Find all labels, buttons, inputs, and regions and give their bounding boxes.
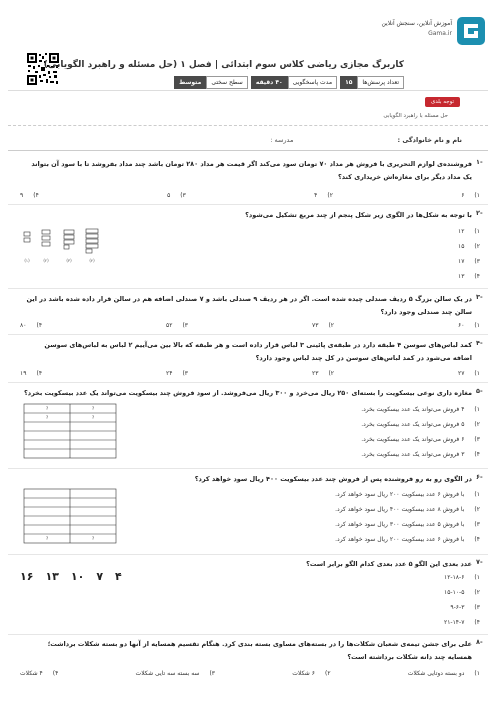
option-text: ۸۰ [20, 322, 27, 329]
svg-text:?: ? [45, 536, 49, 541]
chip-value: ۴۰ دقیقه [251, 76, 288, 89]
option-number: ۳) [474, 258, 480, 265]
chip-label: مدت پاسخگویی [288, 76, 337, 89]
option[interactable] [458, 322, 480, 329]
option-text: ۲۴ [166, 370, 173, 377]
profit-pattern-figure [22, 487, 118, 547]
number-sequence [20, 570, 122, 583]
option[interactable] [444, 585, 480, 600]
option[interactable] [312, 322, 334, 329]
option-text: ۱۲ [457, 228, 465, 235]
options-q6 [335, 487, 480, 547]
divider [8, 468, 488, 469]
svg-text:?: ? [91, 536, 95, 541]
chip-label: سطح سختی [206, 76, 247, 89]
worksheet-title: کاربرگ مجازی ریاضی کلاس سوم ابتدائی | فصل ۱ (حل مسئله و راهبرد الگویابی) [43, 60, 404, 70]
student-info [270, 136, 462, 144]
options-q7 [444, 570, 480, 630]
option[interactable] [458, 254, 480, 269]
option[interactable] [444, 615, 480, 630]
option[interactable] [335, 517, 480, 532]
option[interactable] [361, 447, 480, 462]
option-number: ۱) [474, 370, 480, 377]
option-text: ۶ فروش می‌تواند یک عدد بیسکویت بخرد. [361, 436, 465, 443]
chip-difficulty [174, 76, 248, 89]
options-q3 [20, 322, 480, 329]
question-number: ۱- [476, 158, 483, 166]
option-text: ۹-۶-۳ [450, 604, 465, 611]
chip-duration [251, 76, 337, 89]
option-number: ۴) [36, 322, 43, 329]
option-number: ۴) [474, 273, 480, 280]
question-4 [24, 339, 488, 365]
option-number: ۲) [474, 421, 480, 428]
option[interactable] [335, 502, 480, 517]
option-text: ۵۲ [166, 322, 173, 329]
option[interactable] [20, 370, 42, 377]
option-number: ۳) [180, 192, 186, 199]
option-number: ۳) [182, 370, 189, 377]
option-text: با فروش ۶ عدد بیسکویت ۲۰۰ ریال سود خواهد کرد. [335, 536, 465, 543]
option-text: با فروش ۵ عدد بیسکویت ۳۰۰ ریال سود خواهد کرد. [335, 521, 465, 528]
option[interactable] [20, 192, 39, 199]
option[interactable] [335, 532, 480, 547]
option-text: ۵ [167, 192, 171, 199]
question-number: ۳- [476, 293, 483, 301]
option-text: ۴ شکلات [20, 670, 43, 677]
option-text: ۵ فروش می‌تواند یک عدد بیسکویت بخرد. [361, 421, 465, 428]
sequence-number: ۱۳ [45, 570, 59, 583]
page-header [8, 8, 488, 88]
option-number: ۴) [52, 670, 59, 677]
option-text: ۴ [314, 192, 318, 199]
sequence-number: ۱۶ [20, 570, 34, 583]
school-label[interactable]: مدرسه : [270, 136, 294, 144]
option-number: ۱) [474, 491, 480, 498]
divider [8, 634, 488, 635]
option-text: ۳ فروش می‌تواند یک عدد بیسکویت بخرد. [361, 451, 465, 458]
question-8 [24, 638, 488, 664]
sequence-number: ۴ [115, 570, 122, 583]
option-number: ۱) [474, 228, 480, 235]
option[interactable] [408, 670, 480, 677]
info-chips [174, 76, 404, 89]
profit-table-figure [22, 402, 118, 462]
brand-text [381, 20, 452, 37]
divider [8, 204, 488, 205]
student-name-label[interactable]: نام و نام خانوادگی : [397, 136, 462, 144]
option-number: ۴) [474, 451, 480, 458]
question-3 [24, 293, 488, 319]
option[interactable] [167, 192, 186, 199]
option-text: ۱۷ [457, 258, 465, 265]
brand-url[interactable]: Gama.ir [428, 30, 452, 37]
option[interactable] [458, 269, 480, 284]
question-text: عدد بعدی این الگو ۵ عدد بعدی کدام الگو برابر است؟ [306, 560, 472, 568]
option[interactable] [361, 417, 480, 432]
option-number: ۳) [474, 521, 480, 528]
svg-text:(۳): (۳) [66, 258, 72, 263]
option-text: ۱۵ [457, 243, 465, 250]
option-text: سه بسته سه تایی شکلات [135, 670, 200, 677]
option-number: ۳) [474, 436, 480, 443]
divider [8, 334, 488, 335]
divider [8, 554, 488, 555]
option-number: ۱) [474, 192, 480, 199]
question-6 [24, 473, 488, 486]
divider [8, 150, 488, 151]
options-q8 [20, 670, 480, 677]
question-1 [24, 158, 488, 184]
options-q2 [458, 224, 480, 284]
square-pattern-figure [20, 226, 112, 266]
option-text: ۱۳ [457, 273, 465, 280]
question-5 [24, 387, 488, 400]
option-text: ۴ فروش می‌تواند یک عدد بیسکویت بخرد. [361, 406, 465, 413]
option-text: ۱۹ [20, 370, 27, 377]
option-number: ۲) [324, 670, 331, 677]
option-text: ۶۰ [457, 322, 465, 329]
note-badge: توجه بلدی [425, 97, 460, 107]
option[interactable] [20, 670, 58, 677]
svg-text:(۴): (۴) [89, 258, 95, 263]
option-text: ۶ شکلات [292, 670, 315, 677]
option-number: ۱) [474, 574, 480, 581]
gama-logo-icon [456, 16, 486, 46]
option-number: ۲) [474, 506, 480, 513]
option-number: ۲) [328, 370, 335, 377]
option[interactable] [461, 192, 480, 199]
options-q1 [20, 192, 480, 199]
option-number: ۳) [209, 670, 216, 677]
option-text: با فروش ۸ عدد بیسکویت ۴۰۰ ریال سود خواهد کرد. [335, 506, 465, 513]
question-number: ۶- [476, 473, 483, 481]
option-number: ۲) [474, 589, 480, 596]
option-number: ۲) [327, 192, 333, 199]
question-text: فروشنده‌ی لوازم التحریری با فروش هر مداد ۷۰ تومان سود می‌کند اگر قیمت هر مداد ۲۸۰ تومان باشد چند مداد بفروشد تا با سود آن بتواند یک مداد دیگر برای مغازه‌اش خریداری کند؟ [31, 160, 472, 181]
chip-value: ۱۵ [340, 76, 357, 89]
chip-question-count [340, 76, 404, 89]
svg-text:?: ? [45, 415, 49, 420]
option-number: ۴) [33, 192, 39, 199]
question-number: ۵- [476, 387, 483, 395]
question-text: در الگوی رو به رو فروشنده پس از فروش چند عدد بیسکویت ۴۰۰ ریال سود خواهد کرد؟ [194, 475, 472, 483]
options-q4 [20, 370, 480, 377]
option-number: ۴) [36, 370, 43, 377]
svg-text:(۱): (۱) [24, 258, 30, 263]
question-text: در یک سالن بزرگ ۵ ردیف صندلی چیده شده است. اگر در هر ردیف ۹ صندلی باشد و ۷ صندلی اضافه هم در سالن قرار داده شده باشد در این سالن چند صندلی وجود دارد؟ [26, 295, 472, 316]
option-text: ۱۵-۱۰-۵ [443, 589, 465, 596]
question-number: ۷- [476, 558, 483, 566]
option[interactable] [444, 570, 480, 585]
option[interactable] [292, 670, 330, 677]
option-number: ۳) [182, 322, 189, 329]
question-2 [24, 209, 488, 222]
option[interactable] [314, 192, 333, 199]
brand-name: آموزش آنلاین، سنجش آنلاین [381, 20, 452, 27]
option-number: ۴) [474, 536, 480, 543]
option[interactable] [312, 370, 334, 377]
question-text: مغازه داری نوعی بیسکویت را بسته‌ای ۲۵۰ ریال می‌خرد و ۳۰۰ ریال می‌فروشد. از سود فروش چند بیسکویت می‌تواند یک عدد بیسکویت بخرد؟ [24, 389, 472, 397]
svg-text:?: ? [91, 415, 95, 420]
divider [8, 125, 488, 126]
option[interactable] [335, 487, 480, 502]
option-number: ۲) [474, 243, 480, 250]
option-text: ۹ [20, 192, 24, 199]
option-text: ۲۱-۱۴-۷ [443, 619, 465, 626]
chip-value: متوسط [174, 76, 206, 89]
option-text: ۷۳ [311, 322, 319, 329]
divider [8, 382, 488, 383]
question-number: ۴- [476, 339, 483, 347]
option-text: ۱۲-۱۸-۶ [443, 574, 465, 581]
option-text: دو بسته دوتایی شکلات [407, 670, 465, 677]
chip-label: تعداد پرسش‌ها [357, 76, 404, 89]
svg-text:(۲): (۲) [43, 258, 49, 263]
option[interactable] [166, 322, 188, 329]
option[interactable] [458, 239, 480, 254]
brand-block [381, 14, 488, 50]
sequence-number: ۷ [96, 570, 104, 583]
options-q5 [361, 402, 480, 462]
question-number: ۸- [476, 638, 483, 646]
sequence-number: ۱۰ [70, 570, 85, 583]
divider [8, 288, 488, 289]
question-text: علی برای جشن تیمه‌ی شعبان شکلات‌ها را در بسته‌های مساوی بسته بندی کرد. هنگام تقسیم همسایه از آنها دو بسته شکلات برداشت؛ همسایه چند دانه شکلات برداشته است؟ [47, 640, 472, 661]
question-text: با توجه به شکل‌ها در الگوی زیر شکل پنجم از چند مربع تشکیل می‌شود؟ [245, 211, 472, 219]
divider [8, 90, 488, 91]
option[interactable] [458, 224, 480, 239]
question-number: ۲- [476, 209, 483, 217]
option[interactable] [20, 322, 42, 329]
option-number: ۱) [474, 322, 480, 329]
option-number: ۱) [474, 406, 480, 413]
option[interactable] [136, 670, 215, 677]
note-text: حل مسئله با راهبرد الگویابی [383, 113, 448, 119]
question-text: کمد لباس‌های سوسن ۴ طبقه دارد در طبقه‌ی پائینی ۳ لباس قرار داده است و هر طبقه که بالا بین می‌آییم ۲ لباس به لباس‌های سوسن اضافه می‌شود در کمد لباس‌های سوسن در کل چند لباس وجود دارد؟ [44, 341, 472, 362]
option-number: ۳) [474, 604, 480, 611]
option[interactable] [166, 370, 188, 377]
svg-text:?: ? [91, 406, 95, 411]
svg-text:?: ? [45, 406, 49, 411]
option-number: ۱) [474, 670, 480, 677]
option-text: ۲۷ [457, 370, 465, 377]
option[interactable] [361, 432, 480, 447]
option-text: با فروش ۶ عدد بیسکویت ۲۰۰ ریال سود خواهد کرد. [335, 491, 465, 498]
option[interactable] [458, 370, 480, 377]
option-text: ۲۳ [311, 370, 319, 377]
option-number: ۴) [474, 619, 480, 626]
option-number: ۲) [328, 322, 335, 329]
option[interactable] [361, 402, 480, 417]
option[interactable] [444, 600, 480, 615]
option-text: ۶ [461, 192, 465, 199]
